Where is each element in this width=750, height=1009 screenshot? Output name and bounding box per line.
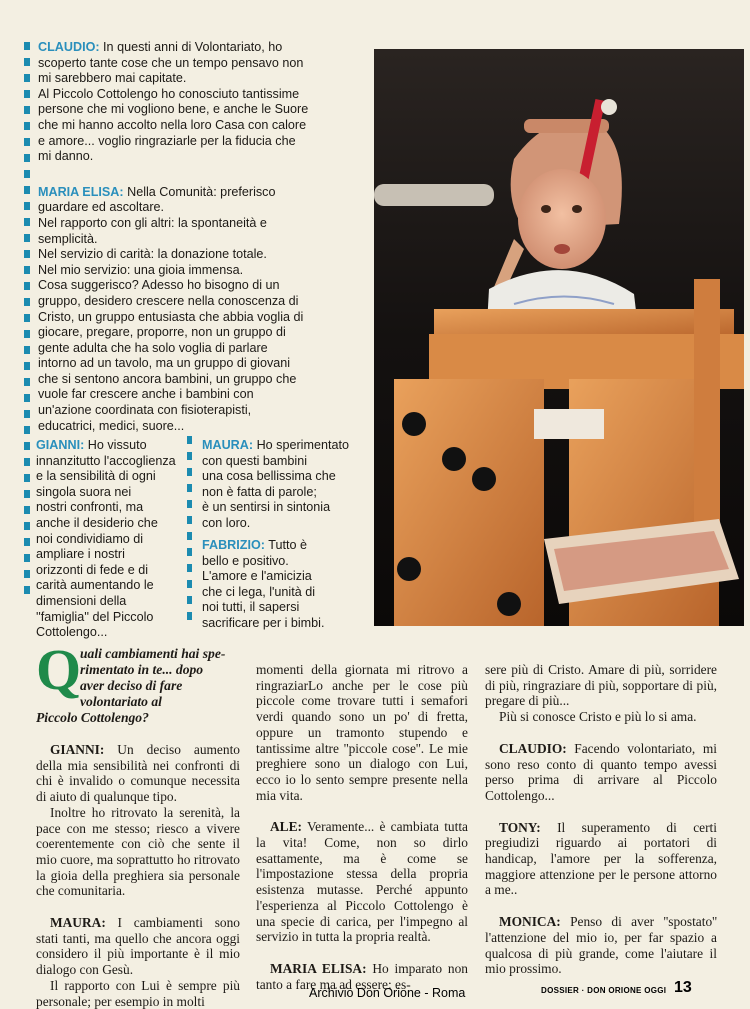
text-line: ''famiglia'' del Piccolo bbox=[36, 609, 154, 624]
gianni-testimony bbox=[36, 438, 186, 641]
archive-credit: Archivio Don Orione - Roma bbox=[309, 986, 466, 1000]
speaker-name: MAURA: bbox=[202, 438, 254, 452]
text-line: gente adulta che ha solo voglia di parlare bbox=[38, 340, 268, 355]
answer-paragraph: GIANNI: Un deciso aumento della mia sensibilità nei confronti di chi è invalido o comunque necessita di aiuto di qualunque tipo. bbox=[36, 742, 240, 805]
text-line: giocare, pregare, proporre, non un gruppo di bbox=[38, 325, 286, 340]
text-line: anche il desiderio che bbox=[36, 515, 158, 530]
speaker-name: CLAUDIO: bbox=[38, 40, 100, 54]
question-line: uali cambiamenti hai spe- bbox=[80, 646, 226, 661]
text-line: Cottolengo... bbox=[36, 625, 108, 640]
text-line: L'amore e l'amicizia bbox=[202, 569, 312, 584]
text-line: Ho vissuto bbox=[84, 438, 147, 452]
text-line: innanzitutto l'accoglienza bbox=[36, 453, 176, 468]
question-line: Piccolo Cottolengo? bbox=[36, 710, 149, 725]
text-line: Ho sperimentato bbox=[253, 438, 349, 452]
text-line: e la sensibilità di ogni bbox=[36, 469, 156, 484]
speaker-name: MAURA: bbox=[50, 915, 106, 931]
text-line: Nel mio servizio: una gioia immensa. bbox=[38, 262, 244, 277]
top-testimonies bbox=[38, 40, 364, 451]
answer-paragraph: MARIA ELISA: Ho imparato non tanto a fare ma ad essere: es- bbox=[256, 960, 469, 992]
text-line: singola suora nei bbox=[36, 484, 132, 499]
speaker-name: MONICA: bbox=[499, 914, 561, 930]
maria-elisa-testimony bbox=[38, 185, 364, 435]
text-line: gruppo, desidero crescere nella conoscenza di bbox=[38, 293, 299, 308]
text-line: carità aumentando le bbox=[36, 578, 154, 593]
speaker-name: TONY: bbox=[499, 819, 541, 835]
text-line: intorno ad un tavolo, ma un gruppo di giovani bbox=[38, 356, 291, 371]
text-line: educatrici, medici, suore... bbox=[38, 418, 185, 433]
page-number: 13 bbox=[674, 979, 692, 996]
text-line: bello e positivo. bbox=[202, 553, 289, 568]
text-line: dimensioni della bbox=[36, 593, 127, 608]
text-line: nostri confronti, ma bbox=[36, 500, 144, 515]
photo-illustration bbox=[374, 49, 744, 626]
text-line: mi sarebbero mai capitate. bbox=[38, 71, 187, 86]
answer-paragraph: MAURA: I cambiamenti sono stati tanti, ma quello che ancora oggi considero il più importante è il mio dialogo con Gesù. bbox=[36, 915, 240, 978]
text-line: Nella Comunità: preferisco bbox=[123, 184, 276, 199]
drop-cap: Q bbox=[36, 637, 82, 702]
text-line: mi danno. bbox=[38, 149, 94, 164]
text-line: Cosa suggerisco? Adesso ho bisogno di un bbox=[38, 278, 280, 293]
text-line: ampliare i nostri bbox=[36, 547, 125, 562]
text-line: persone che mi vogliono bene, e anche le Suore bbox=[38, 102, 309, 117]
text-line: un'azione coordinata con fisioterapisti, bbox=[38, 403, 252, 418]
text-line: orizzonti di fede e di bbox=[36, 562, 149, 577]
text-line: che si sentono ancora bambini, un gruppo che bbox=[38, 371, 297, 386]
answer-paragraph: Il rapporto con Lui è sempre più personale; per esempio in molti bbox=[36, 977, 240, 1009]
speaker-name: MARIA ELISA: bbox=[270, 960, 367, 976]
text-line: scoperto tante cose che un tempo pensavo non bbox=[38, 55, 304, 70]
article-column-3 bbox=[485, 662, 717, 977]
fabrizio-testimony bbox=[202, 538, 362, 632]
speaker-name: GIANNI: bbox=[36, 438, 85, 452]
answer-paragraph: TONY: Il superamento di certi pregiudizi riguardo ai portatori di handicap, l'amore per la sofferenza, maggiore attenzione per le persone attorno a me.. bbox=[485, 819, 717, 898]
text-line: che ci lega, l'unità di bbox=[202, 584, 316, 599]
answer-paragraph: MONICA: Penso di aver ''spostato'' l'attenzione del mio io, per far spazio a qualcosa di più grande, come l'aiutare il mio prossimo. bbox=[485, 914, 717, 977]
text-line: Nel servizio di carità: la donazione totale. bbox=[38, 247, 267, 262]
text-line: semplicità. bbox=[38, 231, 98, 246]
answer-paragraph: sere più di Cristo. Amare di più, sorridere di più, ringraziare di più, sopportare di più, pregare di più... bbox=[485, 662, 717, 709]
answer-paragraph: CLAUDIO: Facendo volontariato, mi sono reso conto di quanto tempo avessi perso prima di arrivare al Piccolo Cottolengo... bbox=[485, 740, 717, 803]
text-line: e amore... voglio ringraziarle per la fiducia che bbox=[38, 133, 296, 148]
text-line: guardare ed ascoltare. bbox=[38, 200, 165, 215]
text-line: con questi bambini bbox=[202, 453, 308, 468]
speaker-name: MARIA ELISA: bbox=[38, 184, 124, 199]
article-column-2 bbox=[256, 662, 468, 992]
text-line: non è fatta di parole; bbox=[202, 484, 317, 499]
text-line: che mi hanno accolto nella loro Casa con calore bbox=[38, 117, 307, 132]
text-line: In questi anni di Volontariato, ho bbox=[99, 40, 283, 54]
article-column-1 bbox=[36, 637, 240, 1009]
text-line: sacrificare per i bimbi. bbox=[202, 615, 325, 630]
text-line: una cosa bellissima che bbox=[202, 469, 336, 484]
question-line: aver deciso di fare volontariato al bbox=[80, 678, 183, 709]
text-line: noi condividiamo di bbox=[36, 531, 144, 546]
text-line: vuole far crescere anche i bambini con bbox=[38, 387, 254, 402]
answer-paragraph: Più si conosce Cristo e più lo si ama. bbox=[499, 709, 697, 725]
column-bar-decoration bbox=[187, 436, 192, 622]
answer-paragraph: ALE: Veramente... è cambiata tutta la vita! Come, non so dirlo esattamente, ma è come se l'impostazione stessa della propria esistenza mutasse. Perché appunto l'esperienza al Piccolo Cottolengo è una specie di carica, per l'impegno al servizio in tutta la propria realtà. bbox=[256, 819, 468, 945]
speaker-name: FABRIZIO: bbox=[202, 538, 265, 552]
text-line: Cristo, un gruppo entusiasta che abbia voglia di bbox=[38, 309, 304, 324]
answer-paragraph: momenti della giornata mi ritrovo a ringraziarLo anche per le cose più piccole come trovare tutti i semafori verdi quando sono un po' di fretta, oppure un tramonto stupendo e tantissime altre ''piccole cose''. Le mie preghiere sono un dialogo con Lui, ecco io lo sento sempre presente nella mia vita. bbox=[256, 662, 468, 803]
claudio-testimony bbox=[38, 40, 364, 165]
question-line: rimentato in te... dopo bbox=[80, 662, 204, 677]
answer-paragraph: Inoltre ho ritrovato la serenità, la pace con me stesso; riesco a vivere coerentemente con ciò che sente il mio cuore, ma soprattutto ho ritrovato la gioia della preghiera sia personale che comunitaria. bbox=[36, 804, 240, 899]
text-line: Al Piccolo Cottolengo ho conosciuto tantissime bbox=[38, 86, 300, 101]
text-line: con loro. bbox=[202, 515, 251, 530]
speaker-name: GIANNI: bbox=[50, 742, 105, 757]
maura-testimony bbox=[202, 438, 362, 532]
margin-bar-decoration bbox=[24, 42, 30, 597]
child-photo bbox=[374, 49, 744, 626]
speaker-name: CLAUDIO: bbox=[499, 740, 567, 756]
text-line: Nel rapporto con gli altri: la spontaneità e bbox=[38, 215, 267, 230]
text-line: è un sentirsi in sintonia bbox=[202, 500, 331, 515]
running-footer: DOSSIER · DON ORIONE OGGI bbox=[541, 986, 667, 995]
text-line: Tutto è bbox=[264, 538, 307, 552]
text-line: noi tutti, il sapersi bbox=[202, 600, 300, 615]
speaker-name: ALE: bbox=[270, 819, 302, 835]
